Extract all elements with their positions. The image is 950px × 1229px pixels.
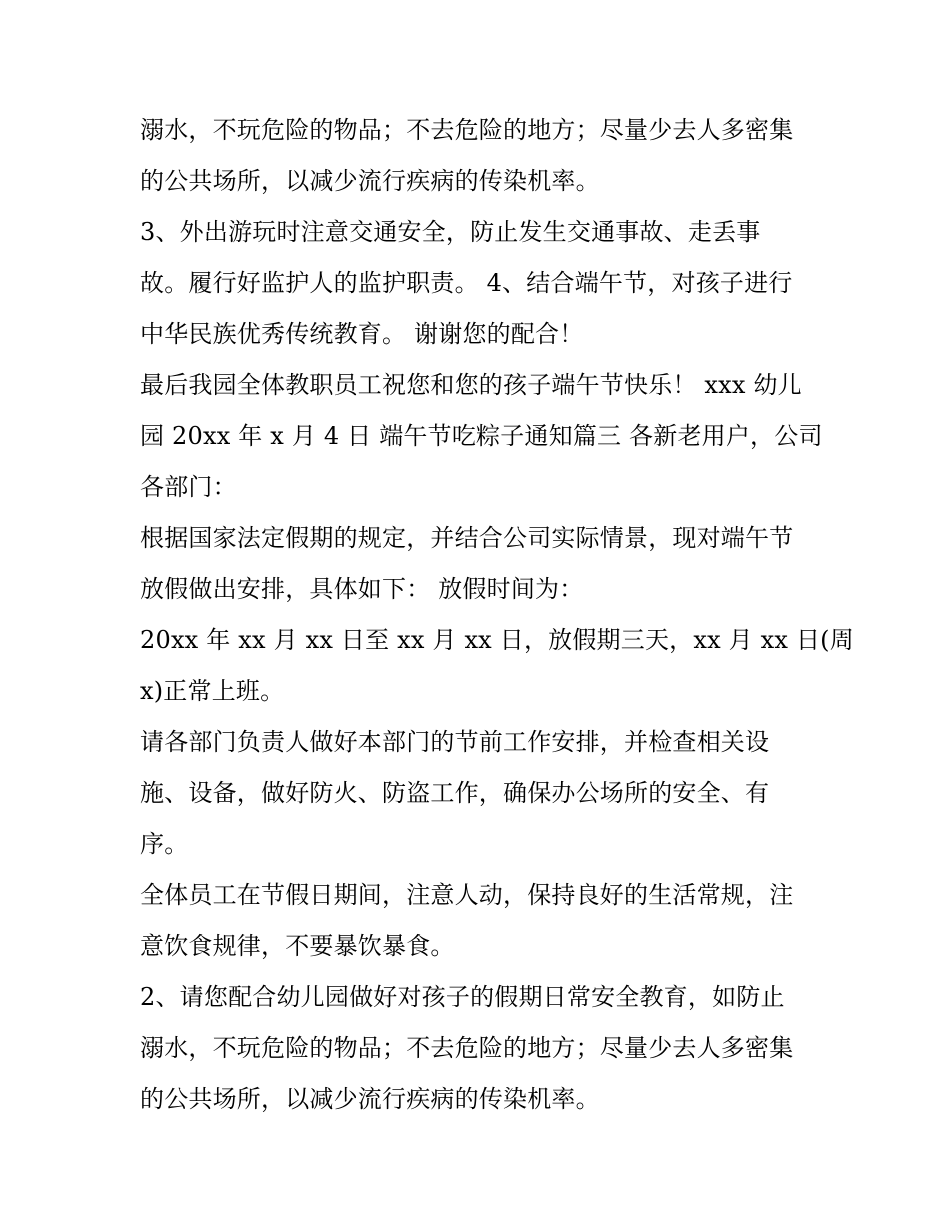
text-line: 全体员工在节假日期间，注意人动，保持良好的生活常规，注 bbox=[140, 881, 794, 909]
text-line: 的公共场所，以减少流行疾病的传染机率。 bbox=[140, 167, 600, 195]
text-line: 各部门： bbox=[140, 473, 237, 501]
text-line: 最后我园全体教职员工祝您和您的孩子端午节快乐！ xxx 幼儿 bbox=[140, 371, 802, 399]
text-line: 3、外出游玩时注意交通安全，防止发生交通事故、走丢事 bbox=[140, 218, 761, 246]
text-line: 中华民族优秀传统教育。 谢谢您的配合！ bbox=[140, 320, 584, 348]
text-line: 放假做出安排，具体如下： 放假时间为： bbox=[140, 575, 584, 603]
text-line: 溺水，不玩危险的物品；不去危险的地方；尽量少去人多密集 bbox=[140, 1034, 794, 1062]
text-line: 施、设备，做好防火、防盗工作，确保办公场所的安全、有 bbox=[140, 779, 770, 807]
text-line: 的公共场所，以减少流行疾病的传染机率。 bbox=[140, 1085, 600, 1113]
text-line: 溺水，不玩危险的物品；不去危险的地方；尽量少去人多密集 bbox=[140, 116, 794, 144]
text-line: 序。 bbox=[140, 830, 189, 858]
text-line: x)正常上班。 bbox=[140, 677, 285, 705]
text-line: 2、请您配合幼儿园做好对孩子的假期日常安全教育，如防止 bbox=[140, 983, 785, 1011]
text-line: 20xx 年 xx 月 xx 日至 xx 月 xx 日，放假期三天，xx 月 xx 日(周 bbox=[140, 626, 854, 654]
text-line: 请各部门负责人做好本部门的节前工作安排，并检查相关设 bbox=[140, 728, 770, 756]
text-line: 意饮食规律，不要暴饮暴食。 bbox=[140, 932, 455, 960]
text-line: 根据国家法定假期的规定，并结合公司实际情景，现对端午节 bbox=[140, 524, 794, 552]
text-line: 故。履行好监护人的监护职责。 4、结合端午节，对孩子进行 bbox=[140, 269, 793, 297]
text-line: 园 20xx 年 x 月 4 日 端午节吃粽子通知篇三 各新老用户，公司 bbox=[140, 422, 823, 450]
